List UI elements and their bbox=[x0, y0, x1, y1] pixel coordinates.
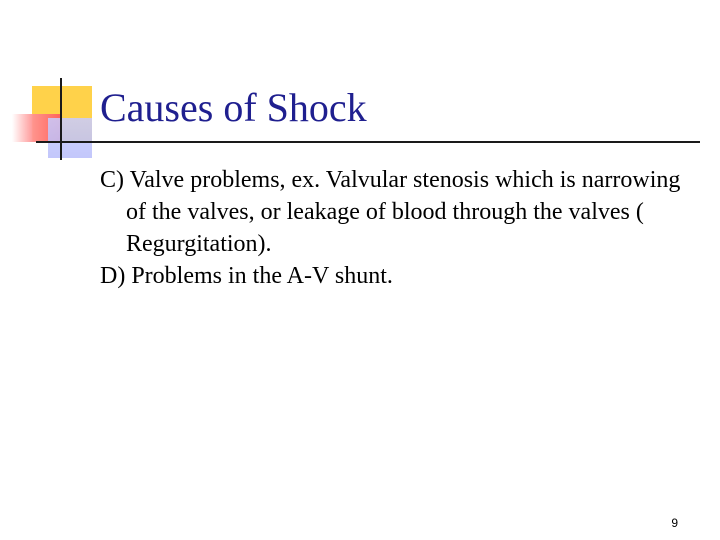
page-number: 9 bbox=[671, 516, 678, 530]
body-point-d: D) Problems in the A-V shunt. bbox=[100, 263, 393, 289]
slide-title: Causes of Shock bbox=[100, 85, 367, 130]
slide-logo-decoration bbox=[0, 0, 100, 170]
logo-vertical-line bbox=[60, 78, 62, 160]
slide-body bbox=[100, 164, 690, 292]
body-point-c: C) Valve problems, ex. Valvular stenosis which is narrowing of the valves, or leakage of blood through the valves ( Regurgitation). bbox=[100, 167, 681, 257]
logo-blue-square bbox=[48, 118, 92, 158]
title-underline bbox=[36, 141, 700, 143]
